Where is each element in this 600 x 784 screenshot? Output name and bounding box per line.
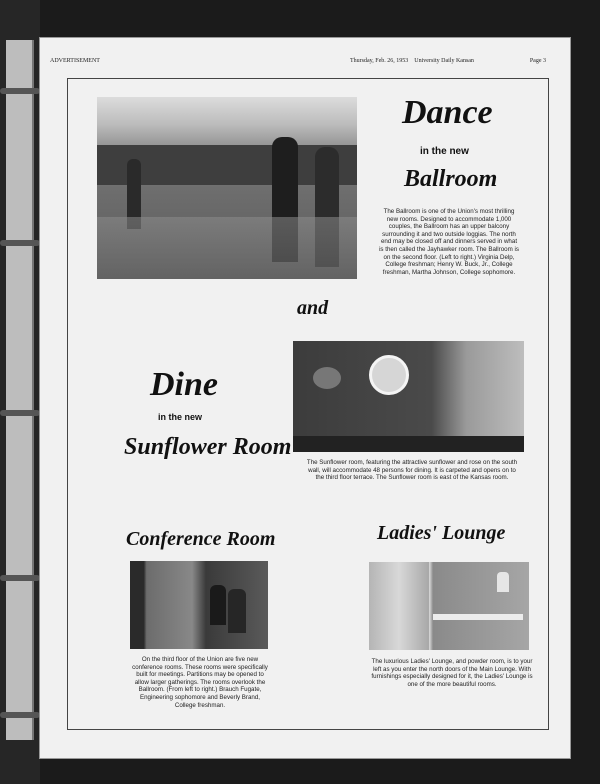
binder-ring (0, 88, 40, 94)
header-section: ADVERTISEMENT (50, 58, 100, 64)
ballroom-heading: Ballroom (404, 166, 498, 192)
person-figure (228, 589, 246, 633)
column-pillar (369, 562, 429, 650)
conference-room-heading: Conference Room (126, 528, 276, 550)
conference-room-caption: On the third floor of the Union are five new conference rooms. These rooms were specifically built for meetings. Partitions may be opened to allow larger gatherings. The rooms overlook the Ballroom. (From left to right.) Brauch Fugate, Engineering sophomore and Beverly Brand, College freshman. (132, 656, 268, 709)
header-page-number: Page 3 (529, 58, 546, 64)
and-word: and (297, 297, 329, 319)
lounge-table (433, 614, 523, 620)
dance-heading: Dance (402, 94, 493, 131)
binder-ring (0, 410, 40, 416)
page-header (50, 58, 546, 70)
binder-ring (0, 575, 40, 581)
binder-edge (0, 0, 40, 784)
ladies-lounge-photo (369, 562, 529, 650)
ladies-lounge-heading: Ladies' Lounge (377, 522, 506, 544)
lamp (497, 572, 509, 592)
dine-subtitle: in the new (158, 412, 203, 422)
dance-subtitle: in the new (420, 146, 469, 157)
sunflower-room-caption: The Sunflower room, featuring the attractive sunflower and rose on the south wall, will accommodate 48 persons for dining. It is carpeted and opens on to the third floor terrace. The Sunflower room is east of the Kansas room. (306, 459, 518, 482)
binder-ring (0, 712, 40, 718)
person-figure (210, 585, 226, 625)
ladies-lounge-caption: The luxurious Ladies' Lounge, and powder room, is to your left as you enter the north doors of the Main Lounge. With furnishings especially designed for it, the Ladies' Lounge is one of the more beautiful rooms. (371, 658, 533, 688)
ballroom-photo (97, 97, 357, 279)
binder-strip (6, 40, 34, 740)
binder-ring (0, 240, 40, 246)
sunflower-decoration (369, 355, 409, 395)
ballroom-caption: The Ballroom is one of the Union's most thrilling new rooms. Designed to accommodate 1,000 couples, the Ballroom has an upper balcony surrounding it and two outside loggias. The north end may be closed off and dinners served in what is then called the Jayhawker room. The Ballroom is on the second floor. (Left to right.) Virginia Delp, College freshman; Henry W. Buck, Jr., College freshman, Martha Johnson, College sophomore. (379, 208, 519, 276)
sunflower-room-heading: Sunflower Room (124, 434, 292, 460)
sunflower-room-photo (293, 341, 524, 452)
rose-decoration (313, 367, 341, 389)
dine-heading: Dine (150, 366, 218, 403)
conference-room-photo (130, 561, 268, 649)
header-date: Thursday, Feb. 26, 1953 University Daily Kansan (350, 58, 474, 64)
